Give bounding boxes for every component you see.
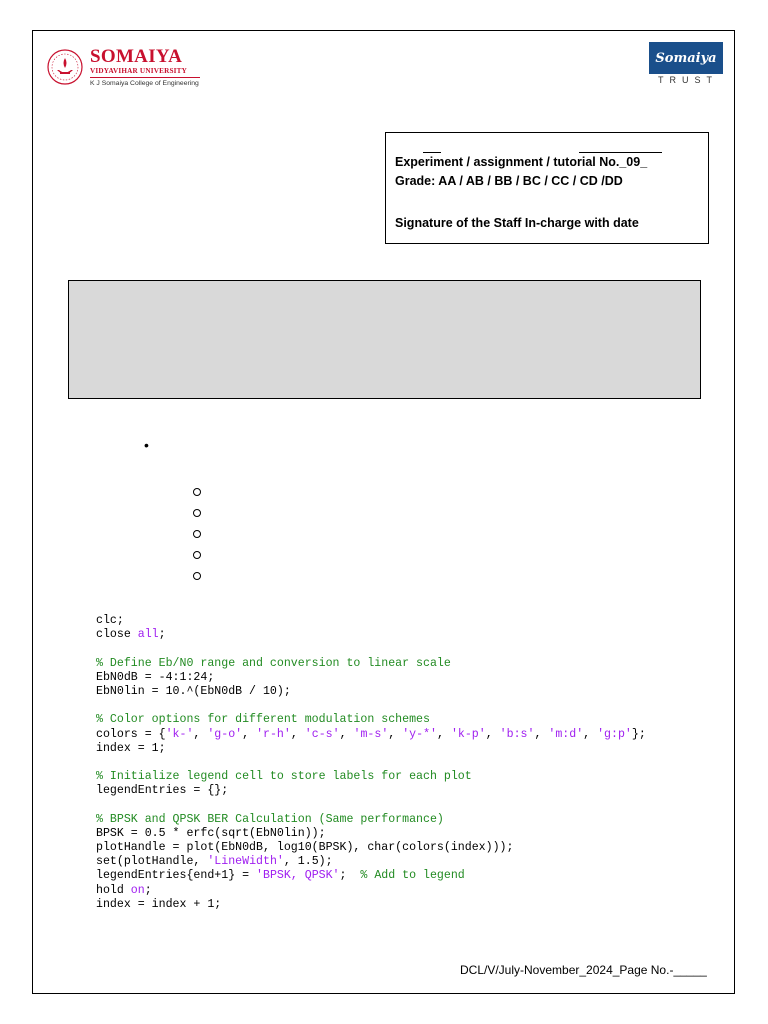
code-text: , <box>485 727 500 741</box>
title-box <box>68 280 701 399</box>
code-text: index = 1; <box>96 741 166 755</box>
code-text: hold <box>96 883 131 897</box>
code-line <box>96 813 646 827</box>
code-string: 'r-h' <box>256 727 291 741</box>
code-string: 'BPSK, QPSK' <box>256 869 340 883</box>
code-text: index = index + 1; <box>96 897 222 911</box>
trust-logo-box <box>649 42 723 74</box>
code-keyword: all <box>137 628 159 642</box>
college-name: K J Somaiya College of Engineering <box>90 80 199 87</box>
experiment-info-box <box>385 132 709 244</box>
code-string: 'k-' <box>165 727 194 741</box>
sub-bullet <box>193 572 201 580</box>
code-comment: % Initialize legend cell to store labels for each plot <box>96 770 472 784</box>
code-text: , <box>339 727 354 741</box>
code-text: , <box>534 727 549 741</box>
code-line <box>96 770 646 784</box>
logo-divider <box>90 77 200 78</box>
code-text: clc; <box>96 614 124 627</box>
code-text: ; <box>339 869 361 883</box>
code-line <box>96 685 646 699</box>
sub-bullet <box>193 488 201 496</box>
code-line <box>96 728 646 742</box>
code-text: }; <box>631 727 646 741</box>
code-keyword: on <box>130 883 145 897</box>
code-text: colors = { <box>96 727 166 741</box>
code-comment: % Color options for different modulation schemes <box>96 713 430 727</box>
code-text: , <box>242 727 257 741</box>
sub-bullet <box>193 509 201 517</box>
code-text: plotHandle = plot(EbN0dB, log10(BPSK), char(colors(index))); <box>96 841 514 854</box>
code-line <box>96 855 646 869</box>
code-text: legendEntries{end+1} = <box>96 869 257 883</box>
university-subtitle: VIDYAVIHAR UNIVERSITY <box>90 67 188 75</box>
code-string: 'c-s' <box>304 727 340 741</box>
code-string: 'k-p' <box>450 727 486 741</box>
code-text: , <box>193 727 208 741</box>
code-line <box>96 642 646 656</box>
code-line <box>96 742 646 756</box>
code-line <box>96 657 646 671</box>
university-name: SOMAIYA <box>90 46 183 67</box>
code-text: , <box>290 727 305 741</box>
code-line <box>96 614 646 628</box>
code-line <box>96 898 646 912</box>
code-line <box>96 827 646 841</box>
sub-bullet <box>193 551 201 559</box>
matlab-code-block <box>96 614 646 912</box>
code-text: close <box>96 628 138 642</box>
code-line <box>96 756 646 770</box>
code-line <box>96 869 646 883</box>
code-comment: % Define Eb/N0 range and conversion to linear scale <box>96 656 451 670</box>
code-text: legendEntries = {}; <box>96 784 229 798</box>
bullet-point: • <box>144 437 149 453</box>
staff-signature-line: Signature of the Staff In-charge with date <box>395 216 639 230</box>
experiment-number: Experiment / assignment / tutorial No._09_ <box>395 155 648 169</box>
code-line <box>96 798 646 812</box>
code-string: 'm-s' <box>353 727 389 741</box>
code-line <box>96 713 646 727</box>
code-line <box>96 628 646 642</box>
code-text: , <box>583 727 598 741</box>
sub-bullet <box>193 530 201 538</box>
code-text: ; <box>158 628 166 642</box>
blank-underline <box>579 152 662 153</box>
code-text: , <box>437 727 451 741</box>
code-string: 'g:p' <box>597 727 632 741</box>
code-line <box>96 884 646 898</box>
code-line <box>96 671 646 685</box>
blank-underline <box>423 152 441 153</box>
trust-script-text: Somaiya <box>655 50 717 66</box>
code-text: ; <box>144 883 152 897</box>
code-string: 'm:d' <box>548 727 584 741</box>
code-line <box>96 841 646 855</box>
code-text: BPSK = 0.5 * erfc(sqrt(EbN0lin)); <box>96 826 326 840</box>
somaiya-emblem-icon <box>46 48 84 86</box>
trust-word: TRUST <box>658 75 718 85</box>
code-text: EbN0dB = -4:1:24; <box>96 670 215 684</box>
code-comment: % Add to legend <box>360 869 465 883</box>
code-text: , <box>388 727 403 741</box>
code-string: 'LineWidth' <box>207 855 284 869</box>
code-string: 'g-o' <box>207 727 243 741</box>
university-logo <box>46 44 206 92</box>
code-line <box>96 784 646 798</box>
page-footer: DCL/V/July-November_2024_Page No.-_____ <box>460 963 707 977</box>
code-text: , 1.5); <box>283 855 333 869</box>
code-comment: % BPSK and QPSK BER Calculation (Same performance) <box>96 812 444 826</box>
code-string: 'y-*' <box>402 727 438 741</box>
trust-logo <box>649 42 723 87</box>
code-line <box>96 699 646 713</box>
code-text: EbN0lin = 10.^(EbN0dB / 10); <box>96 684 291 698</box>
code-string: 'b:s' <box>499 727 535 741</box>
code-text: set(plotHandle, <box>96 855 208 869</box>
grade-line: Grade: AA / AB / BB / BC / CC / CD /DD <box>395 174 623 188</box>
